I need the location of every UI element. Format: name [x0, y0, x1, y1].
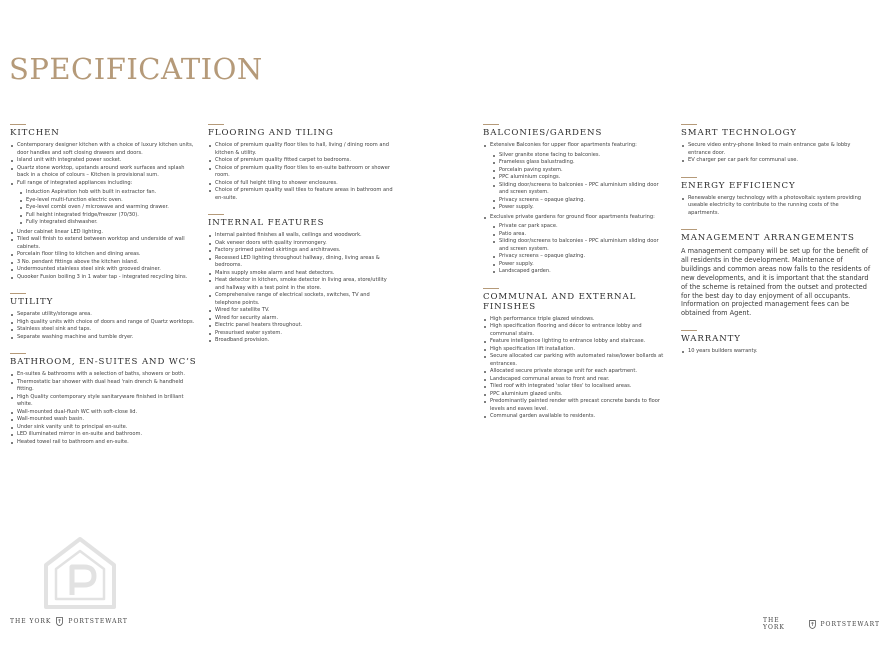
sub-list-item: Sliding door/screens to balconies – PPC aluminium sliding door and screen system.: [499, 182, 669, 197]
section-divider: [681, 330, 697, 331]
section-divider: [10, 293, 26, 294]
list-item: [17, 424, 198, 432]
list-item: [215, 157, 394, 165]
bullet-list: [483, 142, 669, 276]
list-item-text: LED illuminated mirror in en-suite and bathroom.: [17, 431, 143, 437]
sub-list-item: Sliding door/screens to balconies – PPC aluminium sliding door and screen system.: [499, 238, 669, 253]
column-3: [483, 124, 669, 433]
footer-right-brand: THE YORK: [763, 617, 785, 631]
section-divider: [483, 124, 499, 125]
section-heading: UTILITY: [10, 297, 54, 307]
list-item: [17, 266, 198, 274]
sub-list: [17, 189, 198, 227]
list-item-text: Oak veneer doors with quality ironmongery.: [215, 239, 327, 246]
bullet-list: [10, 371, 198, 446]
list-item-text: Island unit with integrated power socket.: [17, 157, 122, 163]
bullet-list: [10, 311, 198, 341]
sub-list-item: Eye-level combi oven / microwave and warming drawer.: [26, 204, 198, 212]
list-item-text: Electric panel heaters throughout.: [215, 322, 303, 328]
bullet-list: [208, 232, 394, 345]
list-item: [490, 353, 669, 368]
bullet-list: [681, 142, 871, 165]
list-item-text: Renewable energy technology with a photovoltaic system providing useable electricity to contribute to the running costs of the apartments.: [688, 194, 862, 216]
list-item-text: Comprehensive range of electrical sockets, switches, TV and telephone points.: [215, 292, 370, 306]
list-item-text: Porcelain floor tiling to kitchen and dining areas.: [17, 251, 141, 257]
list-item-text: Mains supply smoke alarm and heat detectors.: [215, 269, 335, 276]
list-item: [17, 431, 198, 439]
sub-list-item: Frameless glass balustrading.: [499, 159, 669, 167]
list-item: [490, 376, 669, 384]
list-item: [490, 142, 669, 212]
section-divider: [681, 229, 697, 230]
section-heading: MANAGEMENT ARRANGEMENTS: [681, 233, 855, 243]
bullet-list: [681, 348, 871, 356]
sub-list-item: Patio area.: [499, 231, 669, 239]
section-balconies-gardens: [483, 124, 669, 276]
list-item: [215, 232, 394, 240]
list-item-text: Wall-mounted dual-flush WC with soft-close lid.: [17, 408, 138, 415]
list-item-text: Recessed LED lighting throughout hallway, dining, living areas & bedrooms.: [215, 254, 380, 268]
sub-list-item: Landscaped garden.: [499, 268, 669, 276]
section-warranty: [681, 330, 871, 356]
list-item: [490, 398, 669, 413]
page-title: SPECIFICATION: [9, 52, 263, 86]
section-bathroom-en-suites-and-wc-s: [10, 353, 198, 446]
list-item: [215, 292, 394, 307]
list-item-text: Thermostatic bar shower with dual head 'rain drench & handheld fitting.: [17, 378, 184, 392]
list-item-text: EV charger per car park for communal use.: [688, 157, 799, 163]
list-item: [490, 316, 669, 324]
list-item: [17, 319, 198, 327]
list-item-text: Broadband provision.: [215, 337, 270, 343]
sub-list-item: PPC aluminium copings.: [499, 174, 669, 182]
list-item-text: Separate washing machine and tumble dryer.: [17, 333, 134, 340]
column-4: [681, 124, 871, 368]
list-item: [688, 348, 871, 356]
list-item-text: Internal painted finishes all walls, ceilings and woodwork.: [215, 232, 362, 238]
list-item-text: Communal garden available to residents.: [490, 413, 596, 419]
list-item-text: Wired for security alarm.: [215, 314, 279, 321]
list-item-text: High Quality contemporary style sanitaryware finished in brilliant white.: [17, 393, 184, 407]
sub-list: [490, 152, 669, 212]
sub-list-item: Silver granite stone facing to balconies.: [499, 152, 669, 160]
list-item: [490, 338, 669, 346]
list-item: [17, 165, 198, 180]
list-item-text: Quooker Fusion boiling 3 in 1 water tap - integrated recycling bins.: [17, 273, 188, 280]
list-item: [17, 334, 198, 342]
list-item: [215, 240, 394, 248]
list-item-text: En-suites & bathrooms with a selection of baths, showers or both.: [17, 371, 185, 377]
list-item-text: Factory primed painted skirtings and architraves.: [215, 247, 341, 253]
sub-list-item: Privacy screens – opaque glazing.: [499, 197, 669, 205]
list-item-text: Quartz stone worktop, upstands around work surfaces and splash back in a choice of colours – Kitchen is provisional sum.: [17, 164, 185, 178]
crest-icon: [809, 620, 816, 629]
list-item: [215, 180, 394, 188]
list-item-text: High specification flooring and décor to entrance lobby and communal stairs.: [490, 323, 642, 337]
list-item: [17, 157, 198, 165]
footer-left-brand: THE YORK: [10, 618, 52, 625]
bullet-list: [10, 142, 198, 281]
section-smart-technology: [681, 124, 871, 165]
list-item-text: Stainless steel sink and taps.: [17, 326, 92, 332]
section-divider: [10, 353, 26, 354]
section-heading: WARRANTY: [681, 334, 741, 345]
list-item: [17, 439, 198, 447]
list-item-text: Pressurised water system.: [215, 329, 282, 336]
list-item-text: Separate utility/storage area.: [17, 311, 92, 317]
footer-right: [763, 617, 880, 631]
section-divider: [483, 288, 499, 289]
list-item: [688, 195, 871, 218]
section-heading: KITCHEN: [10, 128, 60, 138]
sub-list-item: Induction Aspiration hob with built in extractor fan.: [26, 189, 198, 197]
list-item-text: Wall-mounted wash basin.: [17, 416, 85, 422]
list-item: [17, 180, 198, 227]
section-heading: BATHROOM, EN-SUITES AND WC’S: [10, 357, 197, 367]
list-item: [215, 315, 394, 323]
list-item-text: High quality units with choice of doors and range of Quartz worktops.: [17, 318, 195, 325]
crest-icon: [56, 617, 63, 626]
list-item: [215, 142, 394, 157]
list-item-text: Choice of premium quality wall tiles to feature areas in bathroom and en-suite.: [215, 187, 393, 201]
list-item: [17, 379, 198, 394]
list-item-text: Secure allocated car parking with automated raise/lower bollards at entrances.: [490, 353, 664, 367]
list-item: [215, 307, 394, 315]
list-item-text: Under sink vanity unit to principal en-suite.: [17, 423, 128, 430]
sub-list-item: Privacy screens – opaque glazing.: [499, 253, 669, 261]
list-item-text: High performance triple glazed windows.: [490, 315, 595, 322]
list-item-text: Heat detector in kitchen, smoke detector in living area, store/utility and hallway with a test point in the store.: [215, 277, 387, 291]
property-pal-watermark-icon: [42, 535, 118, 611]
sub-list-item: Porcelain paving system.: [499, 167, 669, 175]
sub-list-item: Full height integrated fridge/freezer (70/30).: [26, 212, 198, 220]
list-item-text: PPC aluminium glazed units.: [490, 390, 563, 397]
list-item-text: Undermounted stainless steel sink with grooved drainer.: [17, 266, 161, 272]
list-item-text: Choice of premium quality floor tiles to hall, living / dining room and kitchen & utility.: [215, 142, 389, 156]
section-energy-efficiency: [681, 177, 871, 218]
section-heading: COMMUNAL AND EXTERNAL FINISHES: [483, 291, 637, 312]
list-item: [17, 259, 198, 267]
footer-left-location: PORTSTEWART: [68, 618, 128, 625]
list-item: [17, 311, 198, 319]
section-divider: [681, 177, 697, 178]
bullet-list: [483, 316, 669, 421]
list-item: [215, 322, 394, 330]
sub-list: [490, 223, 669, 276]
section-divider: [681, 124, 697, 125]
list-item-text: Contemporary designer kitchen with a choice of luxury kitchen units, door handles and soft closing drawers and doors.: [17, 142, 194, 156]
list-item: [490, 214, 669, 276]
section-internal-features: [208, 214, 394, 345]
section-communal-and-external-finishes: [483, 288, 669, 421]
list-item-text: Secure video entry-phone linked to main entrance gate & lobby entrance door.: [688, 142, 851, 156]
list-item-text: Heated towel rail to bathroom and en-suite.: [17, 438, 129, 445]
section-management-arrangements: [681, 229, 871, 318]
list-item: [17, 371, 198, 379]
list-item: [490, 368, 669, 376]
section-heading: INTERNAL FEATURES: [208, 218, 325, 228]
list-item-text: Choice of premium quality floor tiles to en-suite bathroom or shower room.: [215, 164, 390, 178]
footer-right-location: PORTSTEWART: [820, 620, 880, 628]
section-heading: BALCONIES/GARDENS: [483, 128, 603, 138]
list-item: [17, 251, 198, 259]
bullet-list: [208, 142, 394, 202]
list-item: [215, 165, 394, 180]
list-item: [17, 394, 198, 409]
list-item: [17, 229, 198, 237]
list-item-text: Under cabinet linear LED lighting.: [17, 228, 103, 235]
list-item: [490, 413, 669, 421]
list-item-text: Full range of integrated appliances including:: [17, 179, 133, 186]
list-item: [215, 270, 394, 278]
footer-left: [10, 617, 128, 626]
list-item-text: Tiled roof with integrated 'solar tiles' to localised areas.: [490, 383, 632, 389]
section-heading: FLOORING AND TILING: [208, 128, 334, 138]
list-item-text: Choice of premium quality fitted carpet to bedrooms.: [215, 157, 351, 163]
column-2: [208, 124, 394, 357]
list-item-text: Exclusive private gardens for ground floor apartments featuring:: [490, 213, 655, 220]
list-item: [17, 236, 198, 251]
list-item: [17, 409, 198, 417]
list-item: [688, 142, 871, 157]
list-item: [17, 416, 198, 424]
list-item-text: Landscaped communal areas to front and rear.: [490, 375, 610, 382]
list-item-text: Extensive Balconies for upper floor apartments featuring:: [490, 142, 637, 148]
sub-list-item: Power supply.: [499, 204, 669, 212]
section-heading: SMART TECHNOLOGY: [681, 128, 797, 138]
list-item: [215, 247, 394, 255]
sub-list-item: Private car park space.: [499, 223, 669, 231]
list-item: [215, 277, 394, 292]
section-kitchen: [10, 124, 198, 281]
section-divider: [10, 124, 26, 125]
list-item: [17, 142, 198, 157]
list-item: [215, 187, 394, 202]
list-item: [490, 346, 669, 354]
column-1: [10, 124, 198, 458]
section-divider: [208, 214, 224, 215]
section-heading: ENERGY EFFICIENCY: [681, 180, 796, 191]
list-item: [490, 383, 669, 391]
list-item: [17, 274, 198, 282]
section-utility: [10, 293, 198, 341]
section-paragraph: A management company will be set up for the benefit of all residents in the development. Maintenance of buildings and common areas now falls to the residents of new developments, and it is important that the standard of the scheme is retained from the outset and protected for the best day to day enjoyment of all occupants. Information on projected management fees can be obtained from Agent.: [681, 247, 871, 318]
list-item-text: Tiled wall finish to extend between worktop and underside of wall cabinets.: [17, 236, 185, 250]
list-item: [215, 330, 394, 338]
list-item-text: 10 years builders warranty.: [688, 348, 758, 355]
list-item: [688, 157, 871, 165]
sub-list-item: Eye-level multi-function electric oven.: [26, 197, 198, 205]
sub-list-item: Fully integrated dishwasher.: [26, 219, 198, 227]
list-item-text: 3 No. pendant fittings above the kitchen island.: [17, 258, 139, 265]
section-flooring-and-tiling: [208, 124, 394, 202]
list-item: [215, 337, 394, 345]
list-item-text: Allocated secure private storage unit for each apartment.: [490, 368, 638, 374]
list-item: [17, 326, 198, 334]
list-item-text: Choice of full height tiling to shower enclosures.: [215, 179, 338, 186]
list-item-text: Feature intelligence lighting to entrance lobby and staircase.: [490, 338, 646, 344]
list-item: [490, 391, 669, 399]
list-item-text: Wired for satellite TV.: [215, 307, 270, 313]
list-item: [215, 255, 394, 270]
sub-list-item: Power supply.: [499, 261, 669, 269]
list-item: [490, 323, 669, 338]
list-item-text: Predominantly painted render with precast concrete bands to floor levels and eaves level.: [490, 398, 660, 412]
section-divider: [208, 124, 224, 125]
list-item-text: High specification lift installation.: [490, 345, 575, 352]
bullet-list: [681, 195, 871, 218]
